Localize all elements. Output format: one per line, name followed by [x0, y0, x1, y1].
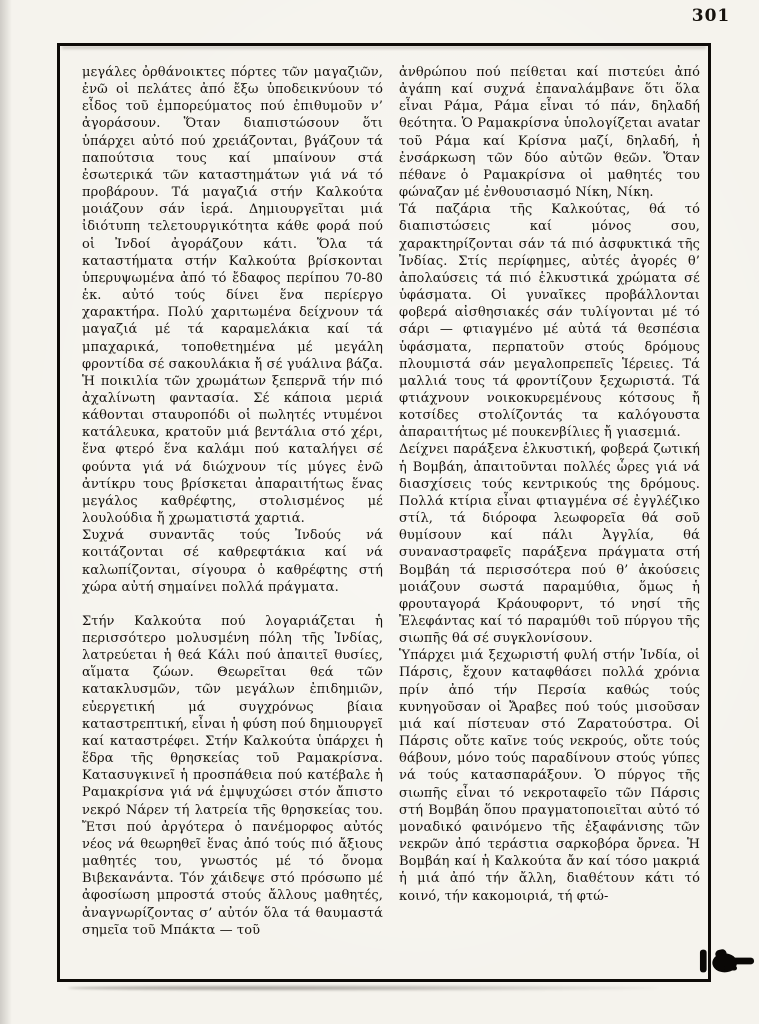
- paragraph: Συχνά συναντᾶς τούς Ἰνδούς νά κοιτάζονται σέ καθρεφτάκια καί νά καλωπίζονται, σίγουρα ὁ καθρέφτης στή χώρα αὐτή σημαίνει πολλά πράγματα.: [82, 528, 383, 595]
- two-column-layout: [82, 64, 700, 939]
- paragraph: Ὑπάρχει μιά ξεχωριστή φυλή στήν Ἰνδία, οἱ Πάρσις, ἔχουν καταφθάσει πολλά χρόνια πρίν ἀπό τήν Περσία καθώς τούς κυνηγοῦσαν οἱ Ἄραβες πού τούς μισοῦσαν μιά καί πίστευαν στό Ζαρατούστρα. Οἱ Πάρσις οὔτε καῖνε τούς νεκρούς, οὔτε τούς θάβουν, μόνο τούς παραδίνουν στούς γύπες νά τούς κατασπαράξουν. Ὁ πύργος τῆς σιωπῆς εἶναι τό νεκροταφεῖο τῶν Πάρσις στή Βομβάη ὅπου πραγματοποιεῖται αὐτό τό μοναδικό φαινόμενο τῆς ἐξαφάνισης τῶν νεκρῶν ἀπό τεράστια σαρκοβόρα ὄρνεα. Ἡ Βομβάη καί ἡ Καλκούτα ἄν καί τόσο μακριά ἡ μιά ἀπό τήν ἄλλη, διαθέτουν κάτι τό κοινό, τήν κακομοιριά, τή φτώ-: [399, 648, 700, 904]
- manicule-icon: [699, 945, 756, 977]
- text-column-left: [82, 64, 383, 939]
- paragraph: Τά παζάρια τῆς Καλκούτας, θά τό διαπιστώσεις καί μόνος σου, χαρακτηρίζονται σάν τά πιό ἀσφυκτικά τῆς Ἰνδίας. Στίς περίφημες, αὐτές ἀγορές θ’ ἀπολαύσεις τά πιό ἑλκυστικά χρώματα σέ ὑφάσματα. Οἱ γυναῖκες προβάλλονται φοβερά αἰσθησιακές σάν τυλίγονται μέ τό σάρι — φτιαγμένο μέ αὐτά τά θεσπέσια ὑφάσματα, περπατοῦν στούς δρόμους πλουμιστά σάν μεγαλοπρεπεῖς Ἱέρειες. Τά μαλλιά τους τά φροντίζουν ξεχωριστά. Τά φτιάχνουν νοικοκυρεμένους κότσους ἤ κοτσίδες στολίζοντάς τα καλόγουστα ἀπαραιτήτως μέ πουκενβίλιες ἤ γιασεμιά.: [399, 202, 700, 441]
- scan-smudge: [68, 985, 658, 991]
- paragraph: ἀνθρώπου πού πείθεται καί πιστεύει ἀπό ἀγάπη καί συχνά ἐπαναλάμβανε ὅτι ὅλα εἶναι Ράμα, Ράμα εἶναι τό πάν, δηλαδή θεότητα. Ὁ Ραμακρίσνα ὑπολογίζεται avatar τοῦ Ράμα καί Κρίσνα μαζί, δηλαδή, ἡ ἐνσάρκωση τῶν δύο αὐτῶν θεῶν. Ὅταν πέθανε ὁ Ραμακρίσνα οἱ μαθητές του φώναζαν μέ ἐνθουσιασμό Νίκη, Νίκη.: [399, 65, 700, 201]
- text-column-right: [399, 64, 700, 939]
- paragraph: Στήν Καλκούτα πού λογαριάζεται ἡ περισσότερο μολυσμένη πόλη τῆς Ἰνδίας, λατρεύεται ἡ θεά Κάλι πού ἀπαιτεῖ θυσίες, αἵματα ζώων. Θεωρεῖται θεά τῶν κατακλυσμῶν, τῶν μεγάλων ἐπιδημιῶν, εὐεργετική μά συγχρόνως βίαια καταστρεπτική, εἶναι ἡ φύση πού δημιουργεῖ καί καταστρέφει. Στήν Καλκούτα ὑπάρχει ἡ ἕδρα τῆς θρησκείας τοῦ Ραμακρίσνα. Κατασυγκινεῖ ἡ προσπάθεια πού κατέβαλε ἡ Ραμακρίσνα γιά νά ἐμψυχώσει στόν ἄπιστο νεκρό Νάρεν τή λατρεία τῆς θρησκείας του. Ἔτσι πού ἀργότερα ὁ πανέμορφος αὐτός νέος νά θεωρηθεῖ ἕνας ἀπό τούς πιό ἄξιους μαθητές του, γνωστός μέ τό ὄνομα Βιβεκανάντα. Τόν χάιδεψε στό πρόσωπο μέ ἀφοσίωση μπροστά στούς ἄλλους μαθητές, ἀναγνωρίζοντας σ’ αὐτόν ὅλα τά θαυμαστά σημεῖα τοῦ Μπάκτα — τοῦ: [82, 613, 383, 938]
- page-frame: [57, 43, 711, 982]
- paragraph: μεγάλες ὀρθάνοικτες πόρτες τῶν μαγαζιῶν, ἐνῶ οἱ πελάτες ἀπό ἔξω ὑποδεικνύουν τό εἶδος τοῦ ἐμπορεύματος πού ἐπιθυμοῦν ν’ ἀγοράσουν. Ὅταν διαπιστώσουν ὅτι ὑπάρχει αὐτό πού χρειάζονται, βγάζουν τά παπούτσια τους καί μπαίνουν στά ἐσωτερικά τῶν καταστημάτων γιά νά τό προβάρουν. Τά μαγαζιά στήν Καλκούτα μοιάζουν σάν ἱερά. Δημιουργεῖται μιά ἰδιότυπη τελετουργικότητα κάθε φορά πού οἱ Ἰνδοί ἀγοράζουν κάτι. Ὅλα τά καταστήματα στήν Καλκούτα βρίσκονται ὑπερυψωμένα ἀπό τό ἔδαφος περίπου 70-80 ἑκ. αὐτό τούς δίνει ἕνα περίεργο χαρακτήρα. Πολύ χαριτωμένα δείχνουν τά μαγαζιά μέ τά καραμελάκια καί τά μπαχαρικά, τοποθετημένα μέ μεγάλη φροντίδα σέ σακουλάκια ἤ σέ γυάλινα βάζα. Ἡ ποικιλία τῶν χρωμάτων ξεπερνᾶ τήν πιό ἀχαλίνωτη φαντασία. Σέ κάποια μεριά κάθονται σταυροπόδι οἱ πωλητές ντυμένοι κατάλευκα, κρατοῦν μιά βεντάλια στό χέρι, ἕνα φτερό ἕνα καλάμι πού καταλήγει σέ φούντα γιά νά διώχνουν τίς μύγες ἐνῶ ἀντίκρυ τους βρίσκεται ἀπαραιτήτως ἕνας μεγάλος καθρέφτης, στολισμένος μέ λουλούδια ἤ χρωματιστά χαρτιά.: [82, 65, 383, 527]
- page-number: 301: [691, 6, 731, 26]
- paragraph: Δείχνει παράξενα ἑλκυστική, φοβερά ζωτική ἡ Βομβάη, ἀπαιτοῦνται πολλές ὧρες γιά νά διασχίσεις τούς κεντρικούς της δρόμους. Πολλά κτίρια εἶναι φτιαγμένα σέ ἐγγλέζικο στίλ, τά διόροφα λεωφορεῖα θά σοῦ θυμίσουν καί πάλι Ἀγγλία, θά συναναστραφεῖς παράξενα πράγματα στή Βομβάη τά περισσότερα πού θ’ ἀκούσεις μοιάζουν σωστά παραμύθια, ὅμως ἡ φρουταγορά Κράουφορντ, τό νησί τῆς Ἐλεφάντας καί τό παραμύθι τοῦ πύργου τῆς σιωπῆς θά σέ συγκλονίσουν.: [399, 442, 700, 647]
